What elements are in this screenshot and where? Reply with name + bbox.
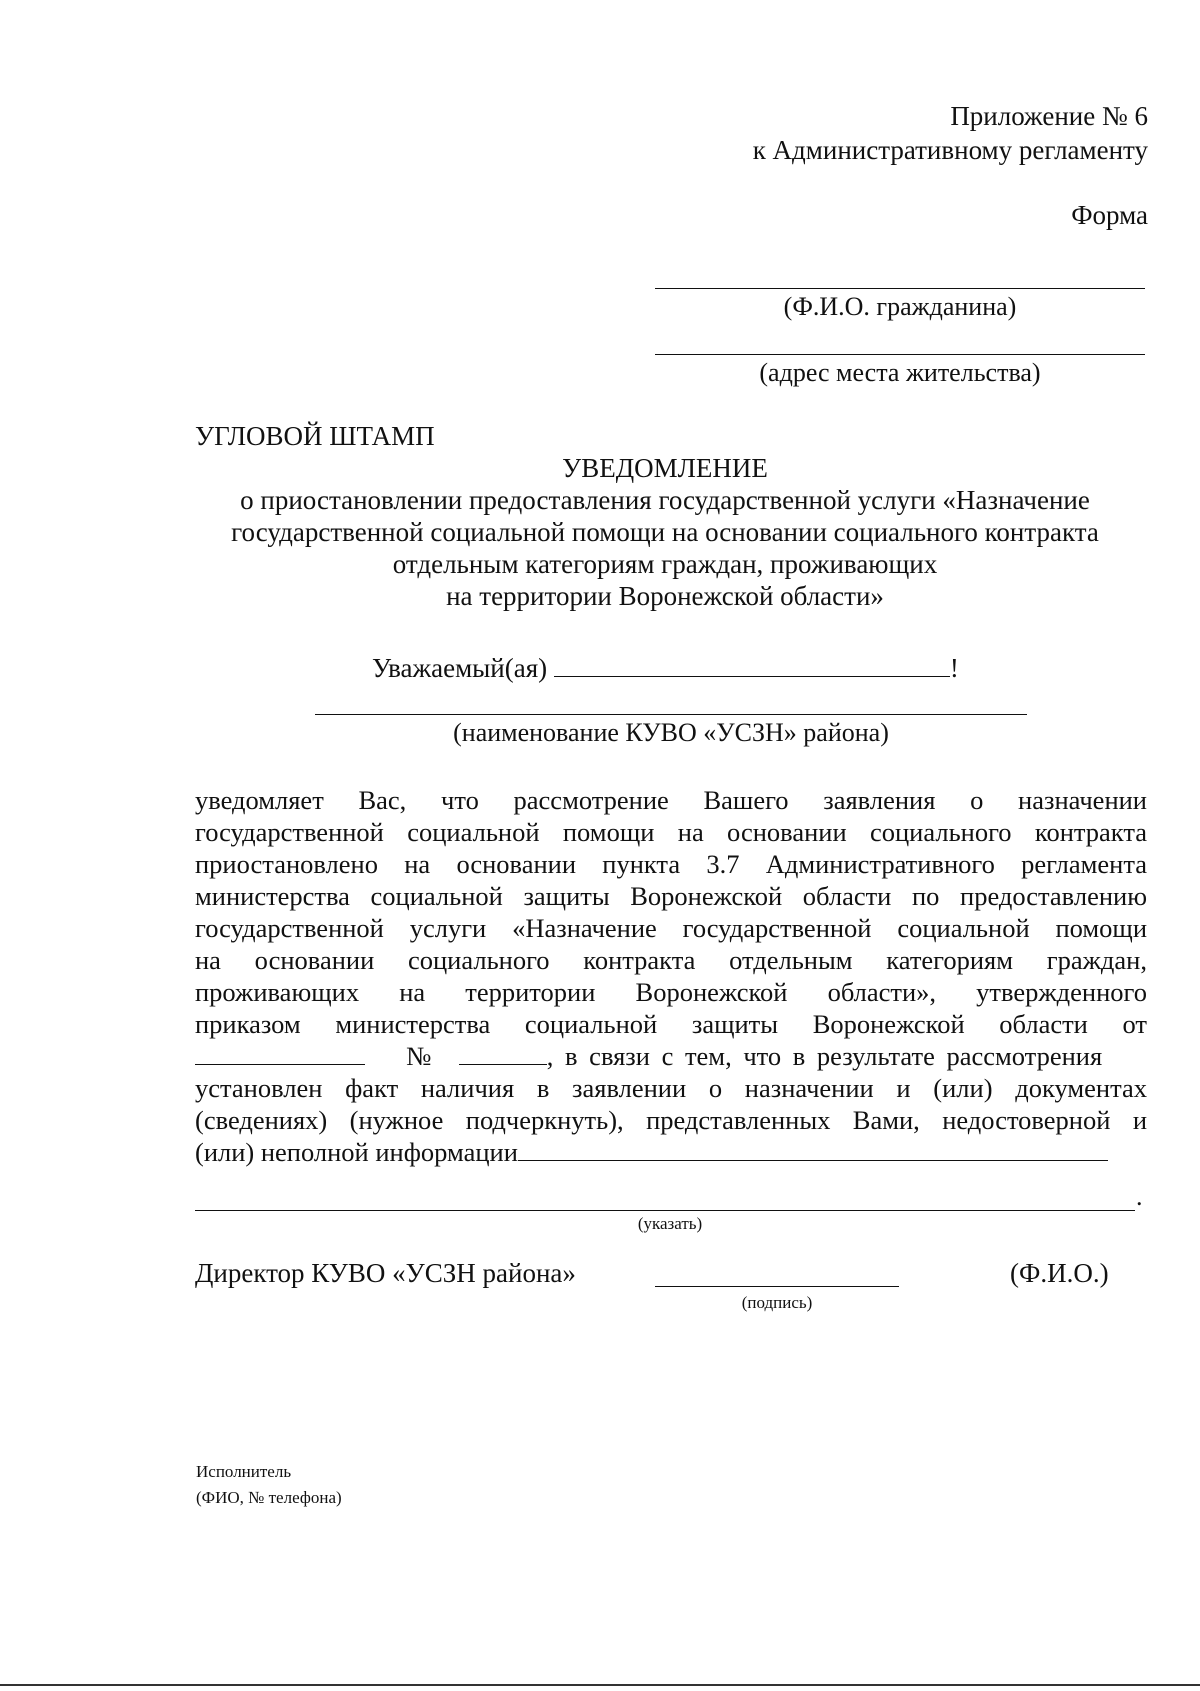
recipient-address-caption: (адрес места жительства) [759,358,1041,387]
notice-body [195,784,1147,1168]
greeting-name-blank [554,652,950,677]
signature-line [655,1286,899,1287]
recipient-name-line [655,288,1145,289]
notice-title [170,452,1160,612]
appendix-number: Приложение № 6 [950,101,1148,131]
org-name-caption: (наименование КУВО «УСЗН» района) [453,718,889,747]
notice-title-line-1: о приостановлении предоставления государственной услуги «Назначение [240,485,1090,515]
info-blank [518,1136,1108,1161]
body-line-2: государственной социальной помощи на основании социального контракта [195,817,1147,847]
specify-line [195,1210,1135,1211]
scan-bottom-edge [0,1684,1200,1686]
org-name-line [315,714,1027,715]
body-line-5: государственной услуги «Назначение государственной социальной помощи [195,913,1147,943]
corner-stamp-label: УГЛОВОЙ ШТАМП [195,421,435,451]
notice-title-main: УВЕДОМЛЕНИЕ [562,453,768,483]
appendix-to-regulation: к Административному регламенту [752,135,1148,165]
notice-title-line-4: на территории Воронежской области» [446,581,884,611]
body-line-12 [195,1136,1147,1168]
order-number-sign: № [406,1041,432,1071]
body-line-1: уведомляет Вас, что рассмотрение Вашего заявления о назначении [195,785,1147,815]
greeting-suffix: ! [949,653,959,683]
signature-caption: (подпись) [741,1293,813,1312]
body-line-10: установлен факт наличия в заявлении о назначении и (или) документах [195,1073,1147,1103]
recipient-name-caption: (Ф.И.О. гражданина) [783,292,1017,321]
body-line-9 [195,1040,1147,1072]
greeting-prefix: Уважаемый(ая) [372,653,548,683]
specify-period: . [1136,1182,1143,1211]
body-line-8: приказом министерства социальной защиты Воронежской области от [195,1009,1147,1039]
notice-title-line-3: отдельным категориям граждан, проживающих [392,549,938,579]
specify-caption: (указать) [637,1214,703,1233]
body-line-3: приостановлено на основании пункта 3.7 Административного регламента [195,849,1147,879]
body-line-9-rest: , в связи с тем, что в результате рассмотрения [546,1041,1103,1071]
body-line-4: министерства социальной защиты Воронежской области по предоставлению [195,881,1147,911]
director-position: Директор КУВО «УСЗН района» [195,1258,576,1288]
executor-details: (ФИО, № телефона) [196,1488,342,1507]
executor-label: Исполнитель [196,1462,292,1481]
form-label: Форма [1071,200,1148,230]
recipient-address-line [655,354,1145,355]
body-line-7: проживающих на территории Воронежской области», утвержденного [195,977,1147,1007]
greeting [372,652,959,684]
body-line-12-text: (или) неполной информации [195,1137,518,1167]
order-date-blank [195,1040,365,1065]
director-fio: (Ф.И.О.) [1010,1258,1109,1288]
body-line-6: на основании социального контракта отдельным категориям граждан, [195,945,1147,975]
notice-title-line-2: государственной социальной помощи на основании социального контракта [231,517,1099,547]
order-number-blank [459,1040,547,1065]
body-line-11: (сведениях) (нужное подчеркнуть), представленных Вами, недостоверной и [195,1105,1147,1135]
